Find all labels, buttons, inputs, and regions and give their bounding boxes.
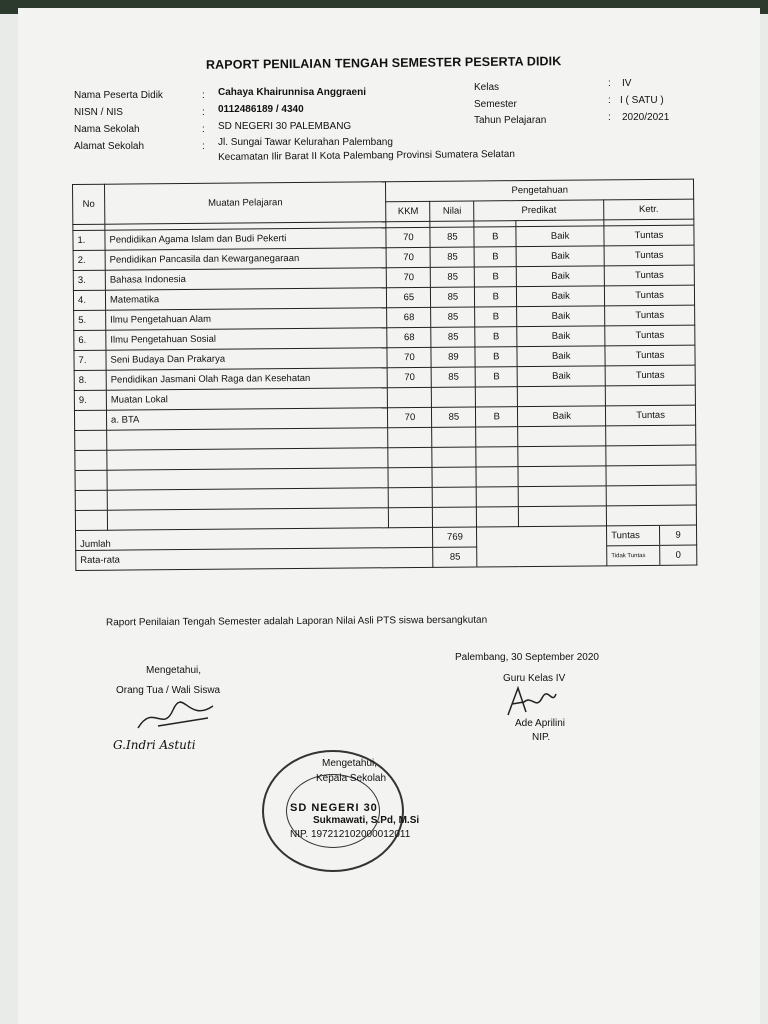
row-kkm: 70 bbox=[387, 347, 431, 367]
school-label: Nama Sekolah bbox=[74, 124, 140, 135]
row-desc: Baik bbox=[516, 266, 604, 287]
year-label: Tahun Pelajaran bbox=[474, 115, 547, 126]
row-grade: B bbox=[475, 327, 517, 347]
principal-nip: NIP. 197212102000012011 bbox=[290, 829, 411, 840]
row-subject: Ilmu Pengetahuan Alam bbox=[106, 308, 388, 330]
row-score: 85 bbox=[430, 247, 474, 267]
header-score: Nilai bbox=[430, 201, 474, 221]
row-grade: B bbox=[475, 347, 517, 367]
row-kkm: 68 bbox=[387, 307, 431, 327]
average-label: Rata-rata bbox=[76, 547, 434, 570]
failed-count: 0 bbox=[675, 549, 681, 561]
row-grade: B bbox=[475, 287, 517, 307]
teacher-name: Ade Aprilini bbox=[515, 718, 566, 729]
student-name: Cahaya Khairunnisa Anggraeni bbox=[218, 87, 366, 98]
row-subject: Pendidikan Agama Islam dan Budi Pekerti bbox=[105, 228, 387, 250]
row-subject: a. BTA bbox=[106, 408, 388, 430]
row-grade: B bbox=[476, 407, 518, 427]
row-kkm: 70 bbox=[386, 227, 430, 247]
row-subject: Bahasa Indonesia bbox=[105, 268, 387, 290]
row-grade: B bbox=[475, 367, 517, 387]
row-note: Tuntas bbox=[605, 305, 695, 326]
row-subject: Muatan Lokal bbox=[106, 388, 388, 410]
row-score: 85 bbox=[431, 267, 475, 287]
teacher-nip: NIP. bbox=[532, 732, 551, 743]
row-desc: Baik bbox=[516, 246, 604, 267]
row-no: 9. bbox=[74, 390, 106, 410]
row-note: Tuntas bbox=[605, 325, 695, 346]
row-kkm: 70 bbox=[387, 267, 431, 287]
student-name-label: Nama Peserta Didik bbox=[74, 90, 163, 101]
principal-name: Sukmawati, S.Pd, M.Si bbox=[313, 815, 420, 826]
row-score: 85 bbox=[431, 327, 475, 347]
report-title: RAPORT PENILAIAN TENGAH SEMESTER PESERTA DIDIK bbox=[205, 54, 562, 72]
header-subject: Muatan Pelajaran bbox=[104, 182, 386, 224]
row-no: 2. bbox=[73, 250, 105, 270]
row-subject: Pendidikan Pancasila dan Kewarganegaraan bbox=[105, 248, 387, 270]
row-no: 3. bbox=[73, 270, 105, 290]
row-grade: B bbox=[475, 307, 517, 327]
address-line-2: Kecamatan Ilir Barat II Kota Palembang Provinsi Sumatera Selatan bbox=[218, 148, 515, 163]
row-score: 85 bbox=[430, 227, 474, 247]
colon: : bbox=[202, 124, 205, 135]
row-score: 85 bbox=[432, 407, 476, 427]
teacher-role: Guru Kelas IV bbox=[503, 673, 566, 684]
principal-acknowledge: Mengetahui, bbox=[322, 758, 378, 769]
row-note: Tuntas bbox=[606, 405, 696, 426]
colon: : bbox=[608, 112, 611, 123]
row-kkm: 65 bbox=[387, 287, 431, 307]
total-row bbox=[76, 525, 697, 550]
header-knowledge: Pengetahuan bbox=[386, 179, 694, 202]
row-grade: B bbox=[474, 247, 516, 267]
parent-role: Orang Tua / Wali Siswa bbox=[116, 685, 221, 696]
total-label: Jumlah bbox=[76, 527, 434, 550]
row-no: 4. bbox=[73, 290, 105, 310]
nisn-value: 0112486189 / 4340 bbox=[218, 104, 304, 115]
row-subject: Seni Budaya Dan Prakarya bbox=[106, 348, 388, 370]
class-label: Kelas bbox=[474, 82, 500, 93]
header-kkm: KKM bbox=[386, 201, 430, 221]
school-name: SD NEGERI 30 PALEMBANG bbox=[218, 121, 352, 132]
address-line-1: Jl. Sungai Tawar Kelurahan Palembang bbox=[218, 137, 393, 148]
parent-acknowledge: Mengetahui, bbox=[146, 665, 202, 676]
row-kkm: 70 bbox=[386, 247, 430, 267]
row-grade: B bbox=[475, 267, 517, 287]
header-note: Ketr. bbox=[604, 199, 694, 220]
nisn-label: NISN / NIS bbox=[74, 107, 123, 118]
row-desc: Baik bbox=[518, 406, 606, 427]
row-note: Tuntas bbox=[605, 345, 695, 366]
colon: : bbox=[608, 95, 611, 106]
row-subject: Ilmu Pengetahuan Sosial bbox=[106, 328, 388, 350]
row-desc: Baik bbox=[517, 286, 605, 307]
row-score: 85 bbox=[431, 307, 475, 327]
row-score: 89 bbox=[431, 347, 475, 367]
row-no: 7. bbox=[74, 350, 106, 370]
row-kkm: 70 bbox=[388, 407, 432, 427]
colon: : bbox=[608, 78, 611, 89]
row-desc: Baik bbox=[517, 306, 605, 327]
row-no: 5. bbox=[74, 310, 106, 330]
row-subject: Matematika bbox=[105, 288, 387, 310]
place-date: Palembang, 30 September 2020 bbox=[455, 652, 599, 663]
row-desc: Baik bbox=[517, 346, 605, 367]
row-note: Tuntas bbox=[604, 285, 694, 306]
row-note: Tuntas bbox=[604, 265, 694, 286]
row-desc: Baik bbox=[517, 366, 605, 387]
row-desc: Baik bbox=[517, 326, 605, 347]
row-note: Tuntas bbox=[604, 245, 694, 266]
stamp-text: SD NEGERI 30 bbox=[290, 802, 378, 814]
row-subject: Pendidikan Jasmani Olah Raga dan Kesehatan bbox=[106, 368, 388, 390]
row-desc: Baik bbox=[516, 226, 604, 247]
row-note: Tuntas bbox=[604, 225, 694, 246]
header-no: No bbox=[73, 184, 105, 224]
average-value: 85 bbox=[433, 547, 477, 567]
row-no: 1. bbox=[73, 230, 105, 250]
parent-signature bbox=[128, 698, 218, 738]
row-kkm: 68 bbox=[387, 327, 431, 347]
address-label: Alamat Sekolah bbox=[74, 141, 145, 152]
report-note: Raport Penilaian Tengah Semester adalah Laporan Nilai Asli PTS siswa bersangkutan bbox=[105, 614, 488, 629]
colon: : bbox=[202, 107, 205, 118]
row-no: 8. bbox=[74, 370, 106, 390]
colon: : bbox=[202, 90, 205, 101]
teacher-signature bbox=[500, 680, 560, 720]
semester-value: I ( SATU ) bbox=[620, 95, 664, 106]
class-value: IV bbox=[622, 78, 632, 89]
row-score: 85 bbox=[431, 287, 475, 307]
row-grade: B bbox=[474, 227, 516, 247]
row-note: Tuntas bbox=[605, 365, 695, 386]
passed-label: Tuntas bbox=[607, 526, 660, 545]
grades-table bbox=[72, 179, 697, 571]
row-no: 6. bbox=[74, 330, 106, 350]
parent-name: G.Indri Astuti bbox=[113, 738, 196, 752]
year-value: 2020/2021 bbox=[622, 112, 670, 123]
passed-count: 9 bbox=[675, 529, 681, 541]
row-kkm: 70 bbox=[388, 367, 432, 387]
total-value: 769 bbox=[433, 527, 477, 547]
semester-label: Semester bbox=[474, 99, 517, 110]
header-predicate: Predikat bbox=[474, 200, 604, 221]
row-score: 85 bbox=[431, 367, 475, 387]
failed-label: Tidak Tuntas bbox=[607, 546, 660, 565]
principal-role: Kepala Sekolah bbox=[316, 773, 387, 784]
colon: : bbox=[202, 141, 205, 152]
